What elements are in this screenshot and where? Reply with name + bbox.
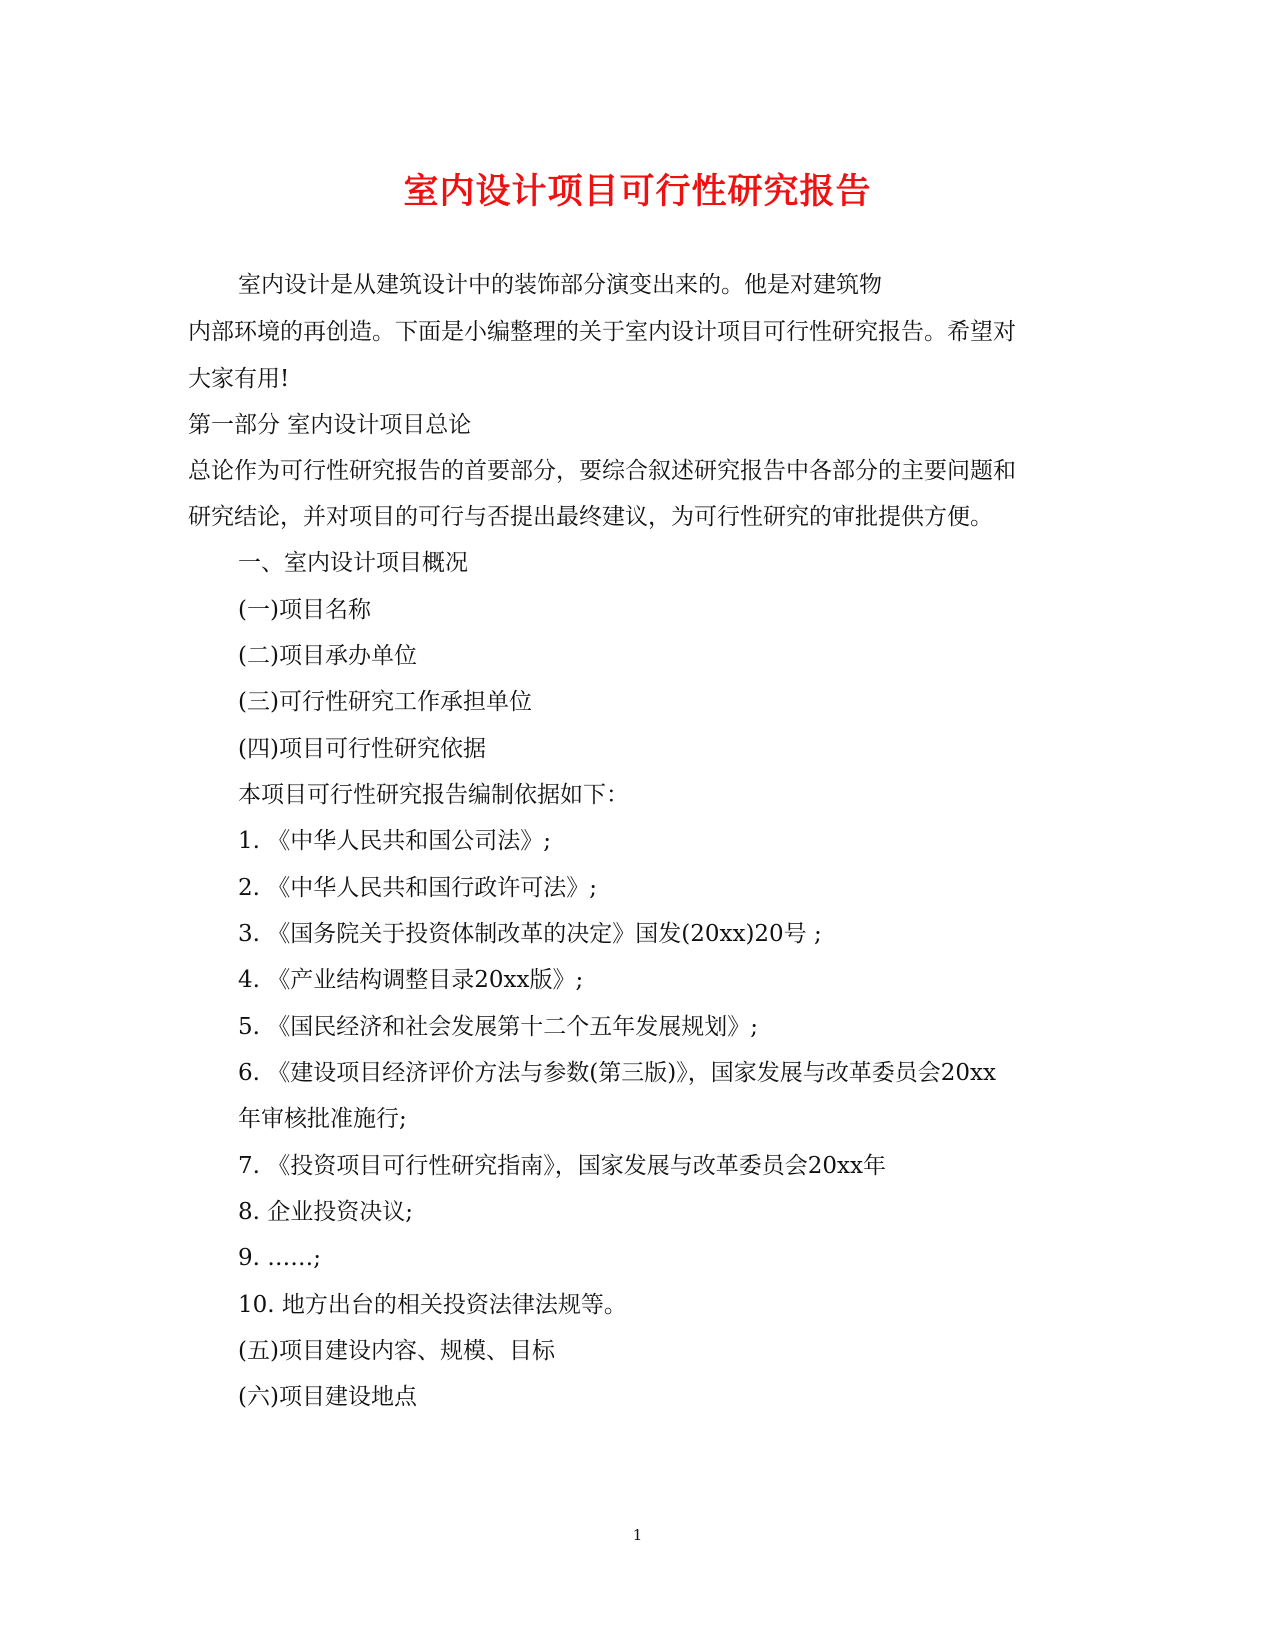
- paragraph-line: 总论作为可行性研究报告的首要部分，要综合叙述研究报告中各部分的主要问题和: [188, 458, 1016, 484]
- list-item: (二)项目承办单位: [238, 643, 417, 669]
- list-item: (一)项目名称: [238, 597, 371, 623]
- list-item: 9. ……;: [238, 1245, 322, 1271]
- list-item: 1. 《中华人民共和国公司法》;: [238, 828, 552, 854]
- paragraph-line: 室内设计是从建筑设计中的装饰部分演变出来的。他是对建筑物: [238, 272, 882, 298]
- section-heading: 第一部分 室内设计项目总论: [188, 412, 472, 438]
- paragraph-line: 大家有用!: [188, 366, 290, 392]
- document-title: 室内设计项目可行性研究报告: [403, 171, 872, 212]
- list-item: 6. 《建设项目经济评价方法与参数(第三版)》，国家发展与改革委员会20xx: [238, 1060, 996, 1086]
- list-item: (四)项目可行性研究依据: [238, 736, 486, 762]
- subsection-heading: 一、室内设计项目概况: [238, 550, 468, 576]
- list-item: (五)项目建设内容、规模、目标: [238, 1338, 555, 1364]
- list-item: 2. 《中华人民共和国行政许可法》;: [238, 875, 598, 901]
- list-item: (三)可行性研究工作承担单位: [238, 689, 532, 715]
- list-item: 3. 《国务院关于投资体制改革的决定》国发(20xx)20号 ;: [238, 921, 822, 947]
- list-item-continuation: 年审核批准施行;: [238, 1106, 407, 1132]
- list-item: 7. 《投资项目可行性研究指南》，国家发展与改革委员会20xx年: [238, 1153, 886, 1179]
- paragraph-line: 本项目可行性研究报告编制依据如下：: [238, 782, 629, 808]
- page-number: 1: [632, 1526, 643, 1544]
- paragraph-line: 内部环境的再创造。下面是小编整理的关于室内设计项目可行性研究报告。希望对: [188, 319, 1016, 345]
- list-item: 8. 企业投资决议;: [238, 1199, 414, 1225]
- list-item: (六)项目建设地点: [238, 1384, 417, 1410]
- paragraph-line: 研究结论，并对项目的可行与否提出最终建议，为可行性研究的审批提供方便。: [188, 504, 993, 530]
- list-item: 4. 《产业结构调整目录20xx版》;: [238, 967, 584, 993]
- list-item: 10. 地方出台的相关投资法律法规等。: [238, 1292, 627, 1318]
- list-item: 5. 《国民经济和社会发展第十二个五年发展规划》;: [238, 1014, 759, 1040]
